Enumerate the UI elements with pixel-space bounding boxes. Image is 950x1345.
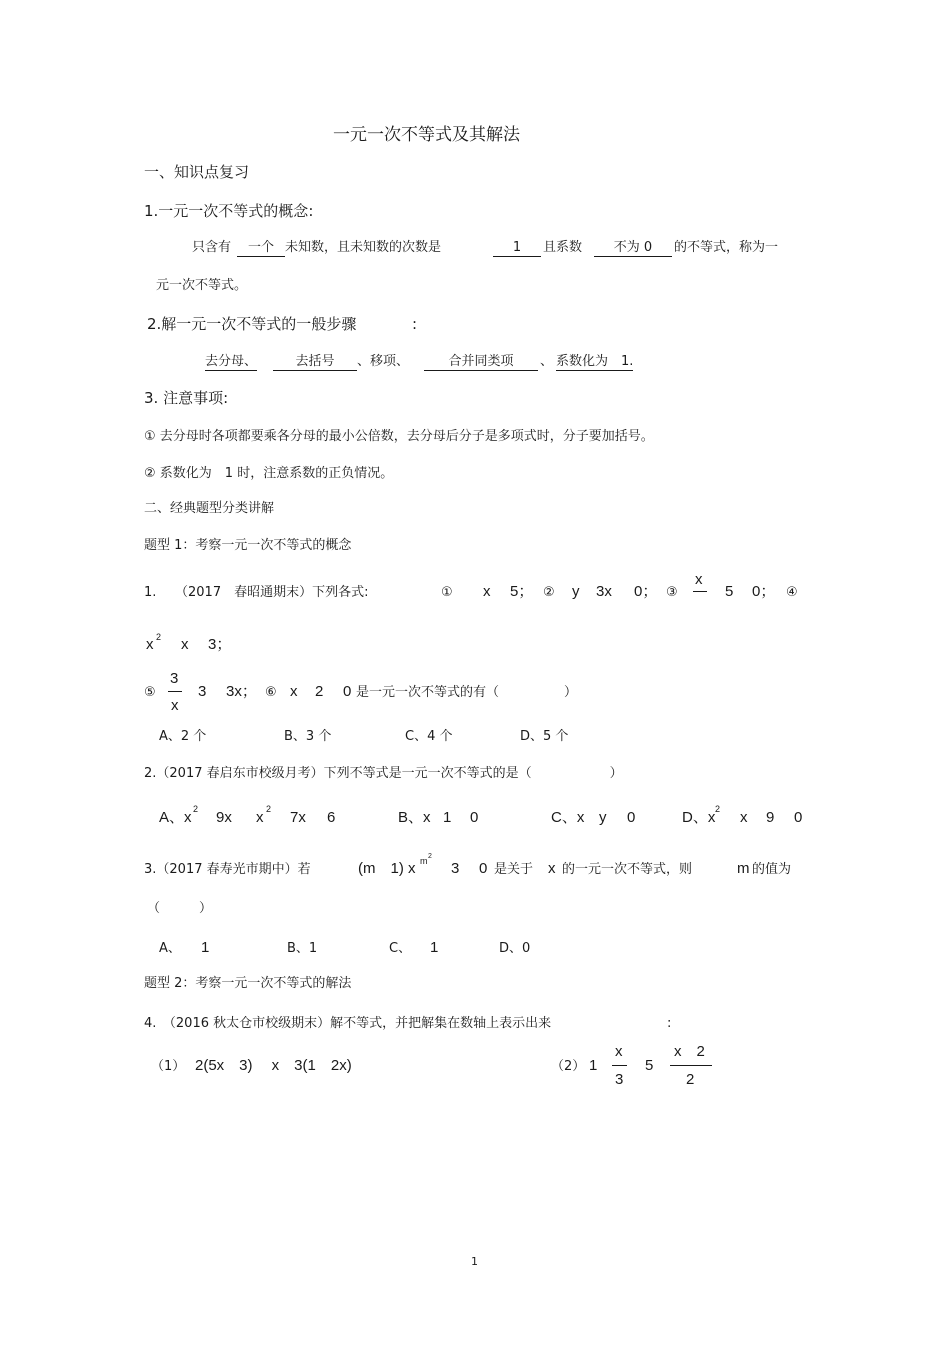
q1-expr-2-marker: ② <box>543 585 555 600</box>
question-type-1: 题型 1：考察一元一次不等式的概念 <box>144 538 352 553</box>
q1-expr-4-exponent: 2 <box>156 632 162 642</box>
q2-option-c-0: 0 <box>627 809 636 826</box>
q3-option-a-label: A、 <box>159 941 181 956</box>
q1-expr-5-3x: 3x； <box>226 683 257 700</box>
q2-option-c-y: y <box>599 809 607 826</box>
step-4: 系数化为 1. <box>556 354 634 369</box>
q3-expression: (m 1) x <box>358 860 416 877</box>
q1-expr-3-numerator: x <box>695 571 703 588</box>
q4-part-2-label: （2） <box>551 1059 586 1074</box>
q1-expr-5-denominator: x <box>171 697 179 714</box>
q1-option-b: B、3 个 <box>284 729 332 744</box>
q4-stem-colon: : <box>667 1016 672 1031</box>
q3-text-1: 是关于 <box>494 862 534 877</box>
step-separator-2: 、 <box>540 354 554 369</box>
q1-source: （2017 春昭通期末）下列各式: <box>175 585 369 600</box>
q1-expr-3-zero: 0； <box>752 583 776 600</box>
q2-option-d-label: D、x <box>682 809 716 826</box>
q2-option-b-1: 1 <box>443 809 452 826</box>
blank-2: 1 <box>493 240 541 257</box>
q3-exponent-2: 2 <box>428 853 432 860</box>
q2-option-a-6: 6 <box>327 809 336 826</box>
q2-option-c-label: C、x <box>551 809 585 826</box>
definition-text-1: 只含有 <box>192 240 232 255</box>
q3-answer-paren: （ ） <box>147 901 213 916</box>
q1-expr-5-marker: ⑤ <box>144 685 156 700</box>
q4-part-2-numerator-1: x <box>615 1043 623 1060</box>
q4-part-2-1: 1 <box>589 1057 598 1074</box>
q2-stem: 2.（2017 春启东市校级月考）下列不等式是一元一次不等式的是（ ） <box>144 766 623 781</box>
q2-option-d-exp: 2 <box>715 804 721 814</box>
q4-part-2-denominator-1: 3 <box>615 1071 624 1088</box>
q3-value-3: 3 <box>451 860 460 877</box>
q1-expr-4-x2: x <box>181 636 189 653</box>
q3-var-m: m <box>737 860 750 877</box>
step-3: 合并同类项 <box>424 354 538 371</box>
step-1: 去分母、 <box>205 354 258 369</box>
q3-exponent-m: m <box>420 856 428 866</box>
q1-expr-5-3: 3 <box>198 683 207 700</box>
q2-option-a-exp2: 2 <box>266 804 272 814</box>
q1-expr-6-0: 0 <box>343 683 352 700</box>
q4-part-1-label: （1） <box>151 1059 186 1074</box>
q1-option-c: C、4 个 <box>405 729 453 744</box>
definition-text-4: 的不等式，称为一 <box>674 240 779 255</box>
q1-expr-6-x: x <box>290 683 298 700</box>
q4-part-1-expression: 2(5x 3) x 3(1 2x) <box>195 1057 352 1074</box>
q2-option-b-label: B、x <box>398 809 431 826</box>
q1-expr-3-value: 5 <box>725 583 734 600</box>
definition-line-2: 元一次不等式。 <box>156 278 248 293</box>
q1-expr-4-x: x <box>146 636 154 653</box>
q1-expr-2-y: y <box>572 583 580 600</box>
q2-option-d-9: 9 <box>766 809 775 826</box>
q1-option-d: D、5 个 <box>520 729 569 744</box>
q1-expr-3-fraction-bar <box>693 591 707 592</box>
q1-expr-1-marker: ① <box>441 585 453 600</box>
page-number: 1 <box>471 1255 478 1268</box>
q1-option-a: A、2 个 <box>159 729 207 744</box>
q1-expr-5-fraction-bar <box>168 691 182 692</box>
q4-part-2-5: 5 <box>645 1057 654 1074</box>
section-1-heading: 一、知识点复习 <box>144 163 250 181</box>
q4-part-2-fraction-bar-2 <box>670 1065 712 1066</box>
step-separator-1: 、移项、 <box>357 354 410 369</box>
page-title: 一元一次不等式及其解法 <box>333 125 520 145</box>
step-2: 去括号 <box>273 354 357 371</box>
question-type-2: 题型 2：考察一元一次不等式的解法 <box>144 976 352 991</box>
q1-expr-4-marker: ④ <box>786 585 798 600</box>
q3-stem: 3.（2017 春寿光市期中）若 <box>144 862 311 877</box>
blank-3: 不为 0 <box>594 240 672 257</box>
q1-number: 1. <box>144 585 157 600</box>
q3-option-b: B、1 <box>287 941 318 956</box>
q1-expr-1-var: x <box>483 583 491 600</box>
q3-var-x: x <box>548 860 556 877</box>
q1-expr-5-numerator: 3 <box>170 670 179 687</box>
q3-value-0: 0 <box>479 860 488 877</box>
q2-option-d-x: x <box>740 809 748 826</box>
q3-text-3: 的值为 <box>752 862 792 877</box>
q3-option-c-label: C、 <box>389 941 412 956</box>
q1-expr-6-2: 2 <box>315 683 324 700</box>
q1-expr-2-value: 0； <box>634 583 658 600</box>
q1-expr-3-marker: ③ <box>666 585 678 600</box>
subsection-1-heading: 1.一元一次不等式的概念: <box>144 202 314 220</box>
q4-part-2-numerator-2: x 2 <box>674 1043 705 1060</box>
q1-question-tail: 是一元一次不等式的有（ ） <box>356 685 578 700</box>
q2-option-a-label: A、x <box>159 809 192 826</box>
q1-expr-2-3x: 3x <box>596 583 612 600</box>
q1-expr-6-marker: ⑥ <box>265 685 277 700</box>
definition-line-1 <box>192 240 441 257</box>
q2-option-a-x: x <box>256 809 264 826</box>
q3-option-c-value: 1 <box>430 939 439 956</box>
q1-expr-1-value: 5； <box>510 583 534 600</box>
subsection-2-colon: : <box>412 315 418 333</box>
note-1: ① 去分母时各项都要乘各分母的最小公倍数，去分母后分子是多项式时，分子要加括号。 <box>144 429 654 444</box>
subsection-3-heading: 3. 注意事项: <box>144 389 229 407</box>
q2-option-d-0: 0 <box>794 809 803 826</box>
q3-text-2: 的一元一次不等式，则 <box>562 862 693 877</box>
blank-1: 一个 <box>237 240 285 257</box>
definition-text-3: 且系数 <box>543 240 583 255</box>
q3-option-a-value: 1 <box>201 939 210 956</box>
q4-part-2-denominator-2: 2 <box>686 1071 695 1088</box>
section-2-heading: 二、经典题型分类讲解 <box>144 501 275 516</box>
q1-expr-4-value: 3； <box>208 636 232 653</box>
subsection-2-heading: 2.解一元一次不等式的一般步骤 <box>147 315 357 333</box>
q2-option-a-9x: 9x <box>216 809 232 826</box>
note-2: ② 系数化为 1 时，注意系数的正负情况。 <box>144 466 394 481</box>
q4-stem: 4. （2016 秋太仓市校级期末）解不等式，并把解集在数轴上表示出来 <box>144 1016 552 1031</box>
definition-text-2: 未知数，且未知数的次数是 <box>285 240 442 255</box>
q2-option-a-exp1: 2 <box>193 804 199 814</box>
q2-option-b-0: 0 <box>470 809 479 826</box>
q2-option-a-7x: 7x <box>290 809 306 826</box>
q3-option-d: D、0 <box>499 941 531 956</box>
q4-part-2-fraction-bar-1 <box>612 1065 627 1066</box>
